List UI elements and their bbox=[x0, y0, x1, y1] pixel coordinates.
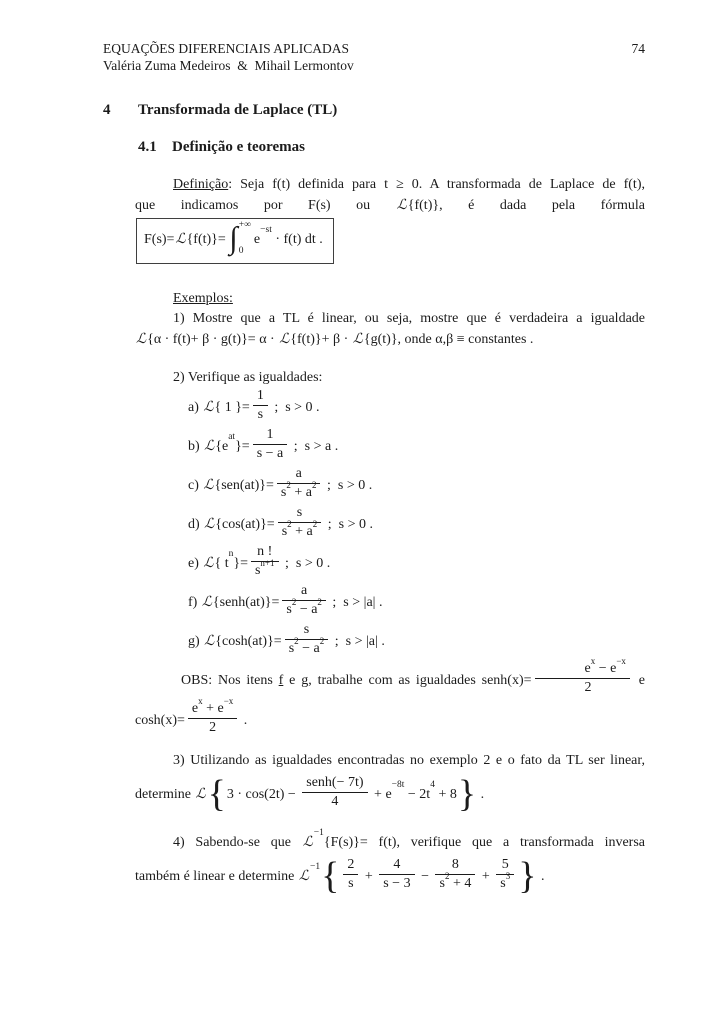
math-text: 1 bbox=[266, 427, 274, 443]
fraction bbox=[278, 505, 322, 540]
laplace-operator-symbol: ℒ bbox=[203, 556, 214, 571]
math-text: − e bbox=[595, 661, 617, 677]
identity-row-b bbox=[188, 427, 645, 466]
superscript: −8t bbox=[391, 780, 405, 791]
laplace-operator-symbol: ℒ bbox=[201, 595, 212, 610]
integral-symbol bbox=[229, 220, 254, 256]
fraction-denominator bbox=[253, 445, 288, 462]
math-text: + e bbox=[370, 787, 392, 802]
superscript: 2 bbox=[319, 635, 325, 646]
fraction-denominator bbox=[343, 875, 358, 892]
math-text: e bbox=[191, 701, 199, 717]
superscript: 2 bbox=[286, 479, 291, 490]
math-text: que indicamos por F(s) ou bbox=[135, 198, 396, 213]
math-text: e bbox=[632, 673, 645, 688]
math-text: senh(− 7t) bbox=[306, 775, 364, 791]
brace-delimiter: } bbox=[518, 854, 537, 897]
identity-row-c bbox=[188, 466, 645, 505]
subsection-heading bbox=[138, 138, 645, 157]
document-title: EQUAÇÕES DIFERENCIAIS APLICADAS bbox=[103, 41, 350, 56]
fraction-numerator bbox=[253, 388, 268, 406]
math-text: · f(t) dt . bbox=[271, 232, 323, 247]
math-text: { 1 }= bbox=[214, 400, 250, 415]
math-text: a) bbox=[188, 400, 203, 415]
superscript: −st bbox=[260, 225, 272, 236]
math-text: e bbox=[253, 232, 261, 247]
math-text: s − a bbox=[256, 446, 284, 462]
math-text: 4) Sabendo-se que bbox=[173, 835, 302, 850]
math-text: ; s > 0 . bbox=[324, 517, 373, 532]
math-text: c) bbox=[188, 478, 203, 493]
superscript: 2 bbox=[291, 596, 297, 607]
fraction-denominator bbox=[282, 596, 326, 618]
identity-row-g bbox=[188, 622, 645, 661]
math-text: ; s > 0 . bbox=[323, 478, 373, 493]
laplace-operator-symbol: ℒ bbox=[195, 787, 206, 802]
obs-line-2 bbox=[135, 695, 645, 741]
laplace-operator-symbol: ℒ bbox=[136, 332, 147, 347]
math-text: s bbox=[303, 622, 310, 638]
fraction-denominator bbox=[285, 635, 329, 657]
math-text: ; s > 0 . bbox=[270, 400, 320, 415]
math-text: {senh(at)}= bbox=[212, 595, 280, 610]
math-text: s bbox=[439, 876, 445, 892]
fraction-numerator bbox=[379, 857, 414, 875]
identity-row-e bbox=[188, 544, 645, 583]
math-text: + e bbox=[202, 701, 224, 717]
underlined-text: f bbox=[278, 673, 284, 688]
math-text: − a bbox=[298, 641, 320, 657]
math-text: s bbox=[254, 563, 261, 579]
superscript: n+1 bbox=[260, 557, 275, 568]
section-number: 4 bbox=[103, 102, 111, 118]
math-text: {g(t)}, onde α,β ≡ constantes . bbox=[363, 332, 534, 347]
fraction-denominator bbox=[379, 875, 414, 892]
underlined-text: Definição bbox=[173, 177, 229, 192]
fraction-numerator bbox=[435, 857, 475, 875]
math-text: ; s > 0 . bbox=[281, 556, 331, 571]
brace-delimiter: { bbox=[321, 854, 340, 897]
page-header bbox=[103, 40, 645, 74]
math-text: − a bbox=[296, 602, 318, 618]
math-text: + bbox=[478, 869, 494, 884]
math-text: a bbox=[295, 466, 302, 482]
math-text: f) bbox=[188, 595, 201, 610]
fraction-denominator bbox=[251, 557, 279, 579]
fraction-numerator bbox=[302, 775, 367, 793]
identity-list bbox=[135, 388, 645, 661]
integral-limits bbox=[239, 220, 251, 256]
authors-row bbox=[103, 57, 645, 74]
math-text: 3 · cos(2t) − bbox=[226, 787, 300, 802]
math-text: {F(s)}= f(t), verifique que a transformada inversa bbox=[323, 835, 645, 850]
math-text: 4 bbox=[393, 857, 401, 873]
math-text: 2 bbox=[209, 720, 217, 736]
example-4-line-1 bbox=[135, 828, 645, 853]
laplace-operator-symbol: ℒ bbox=[279, 332, 290, 347]
superscript: at bbox=[228, 432, 236, 443]
math-text: a bbox=[301, 583, 308, 599]
superscript: x bbox=[198, 695, 203, 706]
math-text: ; s > |a| . bbox=[331, 634, 385, 649]
header-row bbox=[103, 40, 645, 57]
examples-heading bbox=[135, 289, 645, 309]
math-text: + 8 bbox=[434, 787, 457, 802]
laplace-operator-symbol: ℒ bbox=[302, 835, 313, 850]
fraction-denominator bbox=[535, 679, 630, 696]
identity-row-f bbox=[188, 583, 645, 622]
laplace-operator-symbol: ℒ bbox=[175, 232, 186, 247]
math-text: b) bbox=[188, 439, 204, 454]
math-text: s bbox=[281, 524, 288, 540]
math-text: s bbox=[288, 641, 295, 657]
fraction bbox=[435, 857, 475, 892]
math-text: {f(t)}, é dada pela fórmula bbox=[407, 198, 646, 213]
fraction bbox=[282, 583, 326, 618]
math-text: 1 bbox=[256, 388, 264, 404]
brace-delimiter: } bbox=[457, 772, 477, 815]
laplace-operator-symbol: ℒ bbox=[203, 478, 214, 493]
math-text: d) bbox=[188, 517, 204, 532]
math-text: 5 bbox=[501, 857, 509, 873]
math-text: n ! bbox=[257, 544, 273, 560]
subsection-number: 4.1 bbox=[138, 139, 157, 155]
laplace-operator-symbol: ℒ bbox=[203, 400, 214, 415]
identity-row-a bbox=[188, 388, 645, 427]
integral-lower-limit: 0 bbox=[238, 245, 244, 256]
superscript: 2 bbox=[317, 596, 322, 607]
laplace-operator-symbol: ℒ bbox=[298, 869, 309, 884]
math-text: e) bbox=[188, 556, 203, 571]
math-text: g) bbox=[188, 634, 204, 649]
fraction-denominator bbox=[496, 870, 514, 892]
math-text: ; s > |a| . bbox=[328, 595, 383, 610]
fraction bbox=[496, 857, 514, 892]
example-3-line-1: 3) Utilizando as igualdades encontradas no exemplo 2 e o fato da TL ser linear, bbox=[173, 753, 645, 768]
example-4-line-2 bbox=[135, 853, 645, 901]
superscript: 2 bbox=[287, 518, 292, 529]
math-text: determine bbox=[135, 787, 195, 802]
math-text: ; s > a . bbox=[290, 439, 339, 454]
page-content bbox=[103, 40, 645, 901]
math-text: {f(t)}+ β · bbox=[290, 332, 352, 347]
fraction-numerator bbox=[343, 857, 358, 875]
superscript: 2 bbox=[294, 635, 299, 646]
fraction bbox=[535, 655, 630, 696]
math-text: + 4 bbox=[449, 876, 472, 892]
example-2-intro: 2) Verifique as igualdades: bbox=[173, 370, 323, 385]
integral-upper-limit: +∞ bbox=[238, 219, 251, 230]
math-text: s bbox=[257, 407, 264, 423]
page-number: 74 bbox=[631, 41, 645, 56]
superscript: 4 bbox=[430, 780, 435, 791]
section-title: Transformada de Laplace (TL) bbox=[138, 102, 338, 118]
math-text: 4 bbox=[331, 794, 339, 810]
fraction bbox=[253, 427, 288, 462]
superscript: 3 bbox=[505, 870, 511, 881]
fraction bbox=[379, 857, 414, 892]
example-1-equation bbox=[135, 329, 645, 351]
laplace-definition-formula-box bbox=[136, 218, 334, 264]
superscript: −1 bbox=[309, 862, 321, 873]
math-text: + bbox=[361, 869, 377, 884]
math-text: e bbox=[584, 661, 591, 677]
superscript: −x bbox=[223, 695, 234, 706]
math-text: {α · f(t)+ β · g(t)}= α · bbox=[147, 332, 279, 347]
superscript: x bbox=[590, 655, 596, 666]
subsection-title: Definição e teoremas bbox=[172, 139, 306, 155]
laplace-operator-symbol: ℒ bbox=[204, 439, 215, 454]
laplace-operator-symbol: ℒ bbox=[352, 332, 363, 347]
math-text: s bbox=[286, 602, 292, 618]
math-text: e g, trabalhe com as igualdades senh(x)= bbox=[283, 673, 532, 688]
superscript: 2 bbox=[444, 870, 450, 881]
body-text-block bbox=[135, 174, 645, 901]
fraction-numerator bbox=[253, 427, 288, 445]
math-text: F(s)= bbox=[144, 232, 175, 247]
integral-glyph: ∫ bbox=[229, 220, 238, 256]
math-text: {e bbox=[215, 439, 229, 454]
superscript: −1 bbox=[313, 828, 324, 839]
math-text: + a bbox=[290, 485, 312, 501]
fraction bbox=[253, 388, 268, 423]
math-text: {cosh(at)}= bbox=[215, 634, 282, 649]
math-text: s bbox=[280, 485, 287, 501]
fraction-denominator bbox=[435, 870, 475, 892]
fraction-denominator bbox=[277, 479, 321, 501]
laplace-operator-symbol: ℒ bbox=[396, 198, 407, 213]
fraction-denominator bbox=[278, 518, 322, 540]
math-text: cosh(x)= bbox=[135, 713, 185, 728]
math-text: s bbox=[500, 876, 506, 892]
example-3-line-2 bbox=[135, 771, 645, 819]
math-text: s bbox=[348, 876, 354, 892]
math-text: 8 bbox=[451, 857, 459, 873]
math-text: − 2t bbox=[404, 787, 431, 802]
section-heading bbox=[103, 101, 645, 120]
math-text: 2 bbox=[347, 857, 355, 873]
example-1-line-1: 1) Mostre que a TL é linear, ou seja, mostre que é verdadeira a igualdade bbox=[173, 311, 645, 326]
fraction bbox=[302, 775, 367, 810]
math-text: também é linear e determine bbox=[135, 869, 298, 884]
superscript: n bbox=[228, 549, 234, 560]
definition-line-1 bbox=[135, 174, 645, 195]
fraction bbox=[251, 544, 279, 579]
math-text: : Seja f(t) definida para t ≥ 0. A transformada de Laplace de f(t), bbox=[228, 177, 645, 192]
examples-heading-label: Exemplos: bbox=[173, 291, 233, 306]
fraction bbox=[277, 466, 321, 501]
authors: Valéria Zuma Medeiros & Mihail Lermontov bbox=[103, 58, 354, 73]
brace-delimiter: { bbox=[207, 772, 226, 815]
superscript: 2 bbox=[311, 479, 317, 490]
math-text: {sen(at)}= bbox=[214, 478, 274, 493]
math-text: }= bbox=[235, 439, 250, 454]
superscript: −x bbox=[616, 655, 626, 666]
math-text: . bbox=[537, 869, 545, 884]
fraction bbox=[285, 622, 329, 657]
superscript: 2 bbox=[312, 518, 318, 529]
math-text: . bbox=[240, 713, 248, 728]
fraction bbox=[188, 695, 237, 736]
identity-row-d bbox=[188, 505, 645, 544]
fraction-numerator bbox=[188, 695, 237, 719]
fraction-numerator bbox=[535, 655, 630, 679]
math-text: {f(t)}= bbox=[186, 232, 230, 247]
math-text: { t bbox=[214, 556, 229, 571]
math-text: s bbox=[296, 505, 303, 521]
math-text: . bbox=[477, 787, 485, 802]
fraction-denominator bbox=[253, 406, 268, 423]
math-text: OBS: Nos itens bbox=[181, 673, 279, 688]
fraction bbox=[343, 857, 358, 892]
fraction-denominator bbox=[302, 793, 367, 810]
math-text: s − 3 bbox=[383, 876, 411, 892]
obs-line-1 bbox=[135, 655, 645, 701]
laplace-operator-symbol: ℒ bbox=[204, 517, 215, 532]
math-text: − bbox=[417, 869, 433, 884]
math-text: }= bbox=[233, 556, 248, 571]
laplace-operator-symbol: ℒ bbox=[204, 634, 215, 649]
fraction-denominator bbox=[188, 719, 237, 736]
definition-line-2 bbox=[135, 195, 645, 216]
math-text: + a bbox=[291, 524, 313, 540]
math-text: {cos(at)}= bbox=[215, 517, 275, 532]
math-text: 2 bbox=[584, 680, 592, 696]
